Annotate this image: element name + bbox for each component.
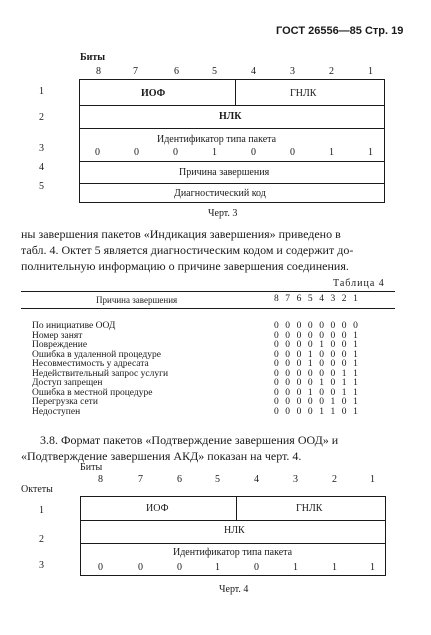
code-bit: 0 [285,397,291,407]
bit-header: 6 [296,294,302,304]
code-bit: 0 [341,330,347,341]
code-bit: 0 [319,349,324,360]
diagnostic-code-field: Диагностический код [174,188,266,199]
paragraph [21,432,338,464]
packet-type-bit: 0 [251,147,256,158]
bit-number: 3 [293,474,298,485]
bit-number: 4 [254,474,259,485]
packet-type-bit: 1 [368,147,373,158]
code-bit: 0 [274,330,279,341]
code-bit: 0 [296,321,302,331]
code-bit: 1 [353,378,358,388]
bit-number: 2 [329,66,334,77]
code-bit: 0 [274,340,279,350]
code-bit: 0 [341,321,347,331]
table-row-label: Недоступен [32,406,81,417]
col-divider [236,496,237,520]
octet-number: 3 [39,560,44,571]
bit-number: 4 [251,66,256,77]
bit-header: 2 [341,294,347,304]
code-bit: 1 [353,359,358,369]
octet-number: 3 [39,143,44,154]
bits-label: Биты [80,462,103,473]
bit-number: 8 [96,66,101,77]
packet-type-bit: 1 [293,562,298,573]
code-bit: 0 [296,330,302,341]
code-bit: 1 [330,397,336,407]
code-bit: 0 [330,387,336,398]
row-divider [79,105,385,106]
packet-type-bit: 1 [329,147,334,158]
bit-number: 1 [370,474,375,485]
code-bit: 0 [285,406,291,417]
code-bit: 0 [274,359,279,369]
paragraph-line: полнительную информацию о причине завершения соединения. [21,259,349,273]
code-bit: 0 [285,378,291,388]
code-bit: 0 [330,349,336,360]
table-row-label: По инициативе ООД [32,321,116,331]
packet-type-label: Идентификатор типа пакета [173,547,293,558]
iof-field: ИОФ [146,503,169,514]
bit-header: 7 [285,294,291,304]
code-bit: 1 [353,406,358,417]
code-bit: 0 [296,406,302,417]
code-bit: 0 [341,406,347,417]
octet-number: 2 [39,534,44,545]
code-bit: 1 [353,349,358,360]
code-bit: 1 [341,368,347,379]
figure-caption: Черт. 4 [219,584,249,595]
bit-number: 2 [332,474,337,485]
nlk-field: НЛК [219,111,242,122]
code-bit: 1 [319,340,324,350]
bits-label: Биты [80,52,106,63]
bit-number: 5 [215,474,220,485]
packet-frame [80,496,386,576]
packet-type-bit: 0 [134,147,139,158]
page-header: ГОСТ 26556—85 Стр. 19 [276,25,404,37]
code-bit: 1 [319,378,324,388]
octet-number: 4 [39,162,44,173]
packet-type-bit: 1 [332,562,337,573]
bit-number: 8 [98,474,103,485]
bit-number: 3 [290,66,295,77]
packet-type-bit: 0 [254,562,259,573]
packet-type-bit: 0 [95,147,100,158]
code-bit: 0 [274,321,279,331]
packet-type-bit: 1 [215,562,220,573]
table-row-label: Перегрузка сети [32,397,98,407]
code-bit: 0 [285,359,291,369]
packet-type-bit: 0 [138,562,143,573]
code-bit: 0 [319,359,324,369]
code-bit: 0 [341,340,347,350]
code-bit: 1 [307,349,313,360]
octets-label: Октеты [21,484,53,495]
code-bit: 0 [296,397,302,407]
code-bit: 1 [319,406,324,417]
bit-number: 5 [212,66,217,77]
code-bit: 0 [307,321,313,331]
bit-header: 1 [353,294,358,304]
code-bit: 0 [274,387,279,398]
code-bit: 0 [341,359,347,369]
row-divider [80,520,386,521]
code-bit: 0 [296,387,302,398]
table-row-label: Ошибка в удаленной процедуре [32,349,161,360]
code-bit: 0 [296,378,302,388]
octet-number: 2 [39,112,44,123]
iof-field: ИОФ [141,88,166,99]
gnlk-field: ГНЛК [296,503,323,514]
paragraph-line: ны завершения пакетов «Индикация завершения» приведено в [21,227,341,241]
octet-number: 5 [39,181,44,192]
paragraph [21,226,353,274]
code-bit: 0 [330,359,336,369]
paragraph-line: табл. 4. Октет 5 является диагностическим кодом и содержит до- [21,243,354,257]
code-bit: 0 [296,349,302,360]
bit-number: 7 [138,474,143,485]
bit-number: 6 [177,474,182,485]
packet-type-bit: 0 [173,147,178,158]
code-bit: 0 [285,349,291,360]
code-bit: 0 [285,330,291,341]
code-bit: 1 [330,406,336,417]
octet-number: 1 [39,86,44,97]
table-row-label: Доступ запрещен [32,378,103,388]
packet-type-bit: 0 [177,562,182,573]
code-bit: 0 [307,378,313,388]
octet-number: 1 [39,505,44,516]
code-bit: 0 [296,340,302,350]
paragraph-line: 3.8. Формат пакетов «Подтверждение завершения ООД» и [40,433,339,447]
nlk-field: НЛК [224,525,245,536]
code-bit: 0 [285,321,291,331]
code-bit: 0 [330,340,336,350]
row-divider [79,161,385,162]
code-bit: 0 [274,368,279,379]
code-bit: 0 [330,368,336,379]
code-bit: 0 [307,397,313,407]
row-divider [79,128,385,129]
code-bit: 0 [307,340,313,350]
code-bit: 0 [330,378,336,388]
code-bit: 0 [319,321,324,331]
code-bit: 1 [341,387,347,398]
table-row-code [274,408,364,418]
packet-type-bit: 0 [98,562,103,573]
bit-header: 3 [330,294,336,304]
code-bit: 0 [307,330,313,341]
code-bit: 0 [285,368,291,379]
code-bit: 0 [319,397,324,407]
code-bit: 0 [330,321,336,331]
table-row-label: Ошибка в местной процедуре [32,387,153,398]
code-bit: 0 [274,349,279,360]
bit-number: 7 [133,66,138,77]
code-bit: 0 [341,397,347,407]
bit-number: 6 [174,66,179,77]
table-header-rule [21,308,395,309]
code-bit: 1 [353,340,358,350]
gnlk-field: ГНЛК [290,88,317,99]
table-row-label: Повреждение [32,340,88,350]
code-bit: 0 [319,330,324,341]
code-bit: 0 [307,406,313,417]
table-title: Таблица 4 [333,278,385,289]
packet-type-bit: 1 [212,147,217,158]
bit-header: 4 [319,294,324,304]
col-divider [235,79,236,105]
table-row-label: Несовместимость у адресата [32,359,149,369]
code-bit: 0 [274,406,279,417]
code-bit: 0 [341,349,347,360]
code-bit: 0 [274,378,279,388]
packet-type-label: Идентификатор типа пакета [157,134,277,145]
code-bit: 1 [353,387,358,398]
table-top-rule [21,291,395,292]
packet-type-bit: 1 [370,562,375,573]
row-divider [80,543,386,544]
code-bit: 1 [353,330,358,341]
packet-type-bit: 0 [290,147,295,158]
code-bit: 0 [285,340,291,350]
table-row-label: Недействительный запрос услуги [32,368,169,379]
table-bit-headers [274,295,364,305]
table-row-label: Номер занят [32,330,83,341]
bit-header: 5 [307,294,313,304]
figure-caption: Черт. 3 [208,208,238,219]
code-bit: 1 [307,359,313,369]
code-bit: 1 [353,397,358,407]
row-divider [79,183,385,184]
code-bit: 1 [353,368,358,379]
code-bit: 0 [296,359,302,369]
reason-field: Причина завершения [179,167,270,178]
code-bit: 0 [330,330,336,341]
paragraph-line: «Подтверждение завершения АКД» показан на черт. 4. [21,449,302,463]
bit-header: 8 [274,294,279,304]
table-column-header: Причина завершения [96,295,178,305]
code-bit: 1 [341,378,347,388]
code-bit: 0 [285,387,291,398]
code-bit: 0 [296,368,302,379]
bit-number: 1 [368,66,373,77]
code-bit: 0 [274,397,279,407]
code-bit: 0 [319,387,324,398]
code-bit: 0 [319,368,324,379]
code-bit: 0 [353,321,358,331]
code-bit: 1 [307,387,313,398]
code-bit: 0 [307,368,313,379]
